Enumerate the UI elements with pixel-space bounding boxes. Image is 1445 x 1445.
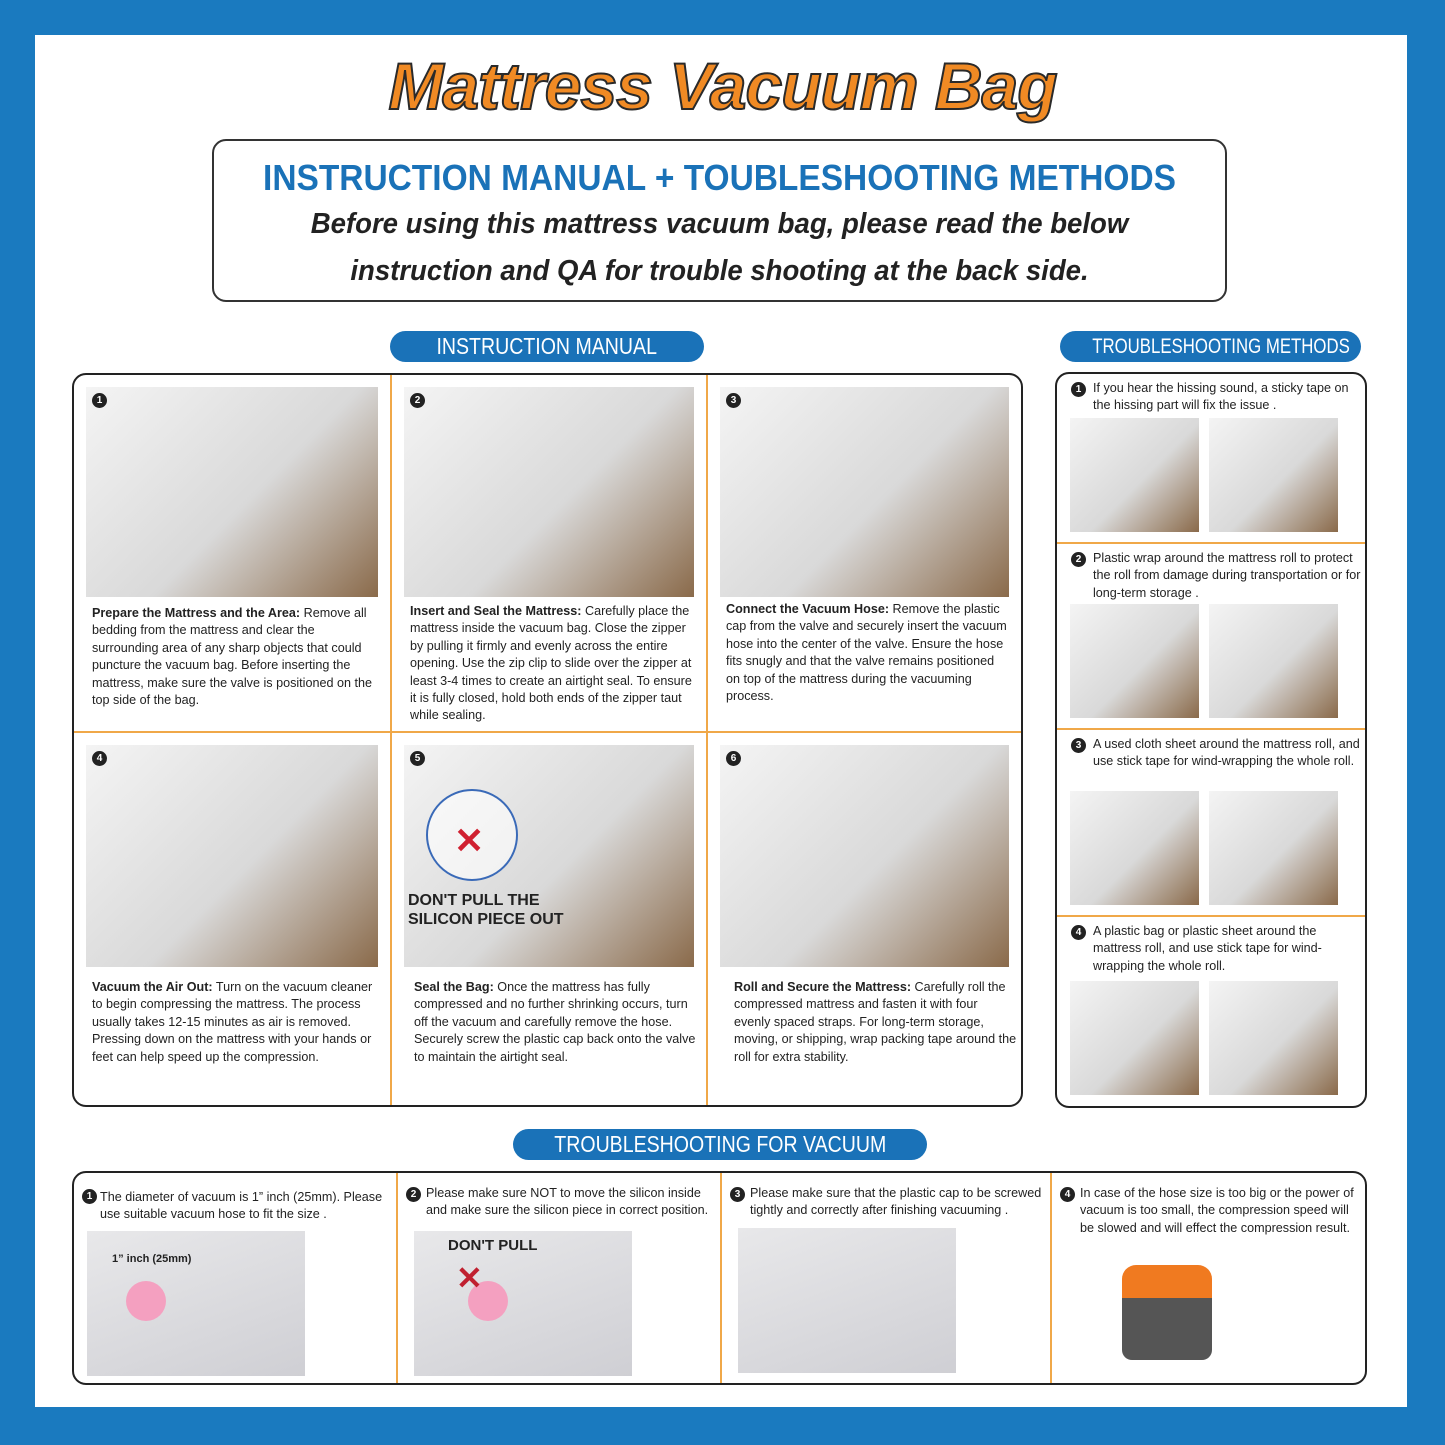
step-4 — [74, 733, 392, 1107]
x-icon: ✕ — [456, 1260, 483, 1296]
tip-text: In case of the hose size is too big or the power of vacuum is too small, the compression speed will be slowed and will effect the compression result. — [1080, 1186, 1354, 1235]
item-photo — [1070, 981, 1199, 1095]
troubleshooting-box — [1055, 372, 1367, 1108]
step-text — [734, 979, 1017, 1066]
step-number: 2 — [410, 393, 425, 408]
step-number: 1 — [92, 393, 107, 408]
vacuum-label — [513, 1129, 927, 1160]
tip-photo — [738, 1228, 956, 1373]
vacuum-tip-1 — [74, 1173, 398, 1385]
step-title: Connect the Vacuum Hose: — [726, 602, 890, 616]
vacuum-box — [72, 1171, 1367, 1385]
step-1 — [74, 375, 392, 733]
step-title: Seal the Bag: — [414, 980, 494, 994]
x-icon: ✕ — [454, 820, 485, 861]
tip-number: 3 — [730, 1187, 745, 1202]
item-text: Plastic wrap around the mattress roll to protect the roll from damage during transportation or for long-term storage . — [1093, 551, 1361, 600]
step-photo — [86, 745, 378, 967]
tip-text: The diameter of vacuum is 1” inch (25mm). Please use suitable vacuum hose to fit the size . — [100, 1190, 383, 1222]
vacuum-label-text: TROUBLESHOOTING FOR VACUUM — [553, 1131, 887, 1157]
item-number: 3 — [1071, 738, 1086, 753]
step-text — [92, 605, 378, 709]
step-photo — [86, 387, 378, 597]
item-photo — [1209, 604, 1338, 718]
warning-text: DON'T PULL THE SILICON PIECE OUT — [408, 892, 564, 928]
tip-number: 1 — [82, 1189, 97, 1204]
step-5 — [392, 733, 708, 1107]
step-description: Carefully place the mattress inside the vacuum bag. Close the zipper by pulling it firmly and evenly across the entire opening. Use the zip clip to slide over the zipper at least 3-4 times to create an airtight seal. To ensure it is fully closed, hold both ends of the zipper taut while sealing. — [410, 604, 692, 723]
troubleshooting-item-1 — [1057, 374, 1367, 544]
troubleshooting-label-text: TROUBLESHOOTING METHODS — [1092, 335, 1350, 358]
tip-text: Please make sure NOT to move the silicon inside and make sure the silicon piece in correct position. — [426, 1186, 709, 1218]
page-title: Mattress Vacuum Bag — [388, 49, 1057, 123]
step-number: 4 — [92, 751, 107, 766]
step-number: 3 — [726, 393, 741, 408]
step-description: Remove all bedding from the mattress and clear the surrounding area of any sharp objects that could puncture the vacuum bag. Before inserting the mattress, make sure the valve is positioned on the top side of the bag. — [92, 606, 373, 708]
step-description: Turn on the vacuum cleaner to begin compressing the mattress. The process usually takes 12-15 minutes as air is removed. Pressing down on the mattress with your hands or feet can help speed up the compression. — [92, 980, 373, 1064]
troubleshooting-item-3 — [1057, 730, 1367, 917]
step-text — [726, 601, 1009, 705]
step-3 — [708, 375, 1023, 733]
vacuum-tip-3 — [722, 1173, 1052, 1385]
header-heading: INSTRUCTION MANUAL + TOUBLESHOOTING METHODS — [263, 157, 1176, 198]
header-line-2: instruction and QA for trouble shooting at the back side. — [350, 255, 1089, 287]
tip-text: Please make sure that the plastic cap to be screwed tightly and correctly after finishing vacuuming . — [750, 1186, 1042, 1218]
step-2 — [392, 375, 708, 733]
step-title: Roll and Secure the Mattress: — [734, 980, 912, 994]
instruction-label — [390, 331, 704, 362]
step-text — [410, 603, 694, 725]
photo-label: DON'T PULL — [448, 1237, 538, 1254]
troubleshooting-label — [1060, 331, 1361, 362]
step-number: 5 — [410, 751, 425, 766]
item-photo — [1070, 791, 1199, 905]
step-number: 6 — [726, 751, 741, 766]
item-photo — [1209, 791, 1338, 905]
vacuum-tip-4 — [1052, 1173, 1367, 1385]
item-photo — [1209, 418, 1338, 532]
item-number: 1 — [1071, 382, 1086, 397]
instruction-grid — [72, 373, 1023, 1107]
tip-number: 2 — [406, 1187, 421, 1202]
step-title: Vacuum the Air Out: — [92, 980, 213, 994]
vacuum-tip-2 — [398, 1173, 722, 1385]
item-text: A plastic bag or plastic sheet around the mattress roll, and use stick tape for wind-wrapping the whole roll. — [1093, 924, 1322, 973]
header-line-1: Before using this mattress vacuum bag, please read the below — [310, 208, 1129, 240]
item-number: 4 — [1071, 925, 1086, 940]
troubleshooting-item-2 — [1057, 544, 1367, 730]
item-text: A used cloth sheet around the mattress roll, and use stick tape for wind-wrapping the whole roll. — [1093, 737, 1360, 769]
item-photo — [1070, 418, 1199, 532]
valve-icon — [126, 1281, 166, 1321]
troubleshooting-item-4 — [1057, 917, 1367, 1107]
tip-number: 4 — [1060, 1187, 1075, 1202]
step-text — [92, 979, 378, 1066]
step-description: Carefully roll the compressed mattress and fasten it with four evenly spaced straps. For long-term storage, moving, or shipping, wrap packing tape around the roll for extra stability. — [734, 980, 1017, 1064]
step-title: Prepare the Mattress and the Area: — [92, 606, 301, 620]
step-description: Remove the plastic cap from the valve and securely insert the vacuum hose into the center of the valve. Ensure the hose fits snugly and that the valve remains positioned on top of the mattress during the vacuuming process. — [726, 602, 1007, 704]
step-text — [414, 979, 698, 1066]
item-photo — [1070, 604, 1199, 718]
item-number: 2 — [1071, 552, 1086, 567]
header-box — [212, 139, 1227, 302]
vacuum-cleaner-icon — [1122, 1265, 1212, 1360]
item-photo — [1209, 981, 1338, 1095]
step-description: Once the mattress has fully compressed and no further shrinking occurs, turn off the vacuum and carefully remove the hose. Securely screw the plastic cap back onto the valve to maintain the airtight seal. — [414, 980, 696, 1064]
step-6 — [708, 733, 1023, 1107]
step-photo — [404, 387, 694, 597]
item-text: If you hear the hissing sound, a sticky tape on the hissing part will fix the issue . — [1093, 381, 1349, 413]
step-photo — [720, 745, 1009, 967]
step-photo — [720, 387, 1009, 597]
photo-label: 1” inch (25mm) — [112, 1253, 192, 1265]
step-title: Insert and Seal the Mattress: — [410, 604, 582, 618]
instruction-label-text: INSTRUCTION MANUAL — [436, 333, 658, 359]
